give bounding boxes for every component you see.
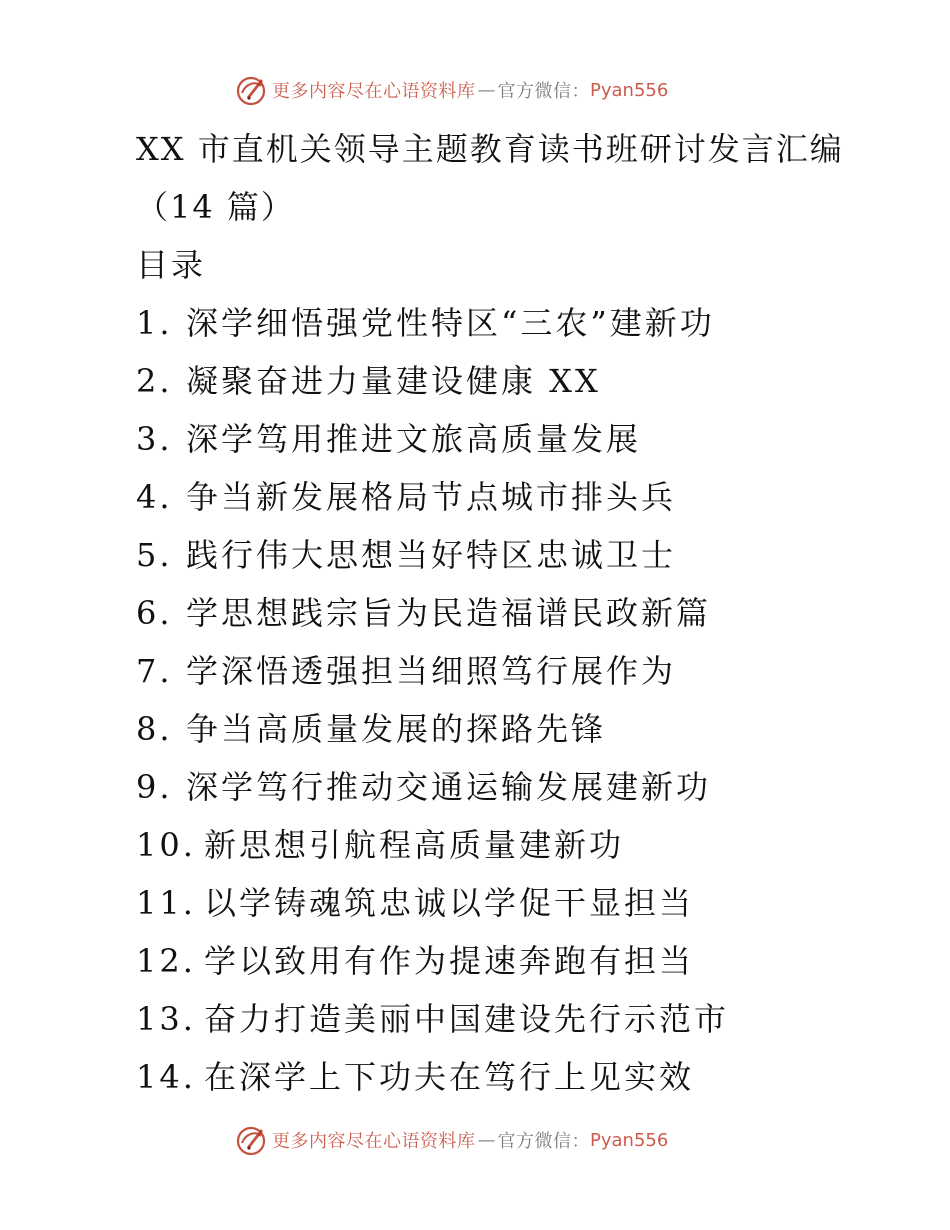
red-pen-swirl-icon xyxy=(234,1123,268,1157)
watermark-account: Pyan556 xyxy=(590,1129,669,1151)
toc-item xyxy=(136,758,856,816)
toc-item xyxy=(136,990,856,1048)
watermark-account: Pyan556 xyxy=(590,79,669,101)
header-watermark xyxy=(234,72,668,108)
toc-item xyxy=(136,816,856,874)
watermark-separator: — xyxy=(477,79,496,101)
toc-item-title: 深学笃用推进文旅高质量发展 xyxy=(186,420,642,458)
toc-item xyxy=(136,1048,856,1106)
toc-item-number: 3. xyxy=(136,420,173,458)
toc-item-number: 8. xyxy=(136,710,173,748)
toc-list xyxy=(136,294,856,1106)
toc-item-number: 13. xyxy=(136,1000,196,1038)
toc-item xyxy=(136,526,856,584)
toc-item-number: 6. xyxy=(136,594,173,632)
toc-item-title: 学深悟透强担当细照笃行展作为 xyxy=(186,652,677,690)
toc-heading: 目录 xyxy=(136,246,207,284)
toc-item-title: 新思想引航程高质量建新功 xyxy=(204,826,625,864)
toc-item xyxy=(136,410,856,468)
toc-item xyxy=(136,584,856,642)
toc-item-title: 以学铸魂筑忠诚以学促干显担当 xyxy=(204,884,695,922)
toc-item-title: 学思想践宗旨为民造福谱民政新篇 xyxy=(186,594,712,632)
toc-item-title: 践行伟大思想当好特区忠诚卫士 xyxy=(186,536,677,574)
toc-item-number: 4. xyxy=(136,478,173,516)
toc-item xyxy=(136,294,856,352)
watermark-separator: — xyxy=(477,1129,496,1151)
document-title: XX 市直机关领导主题教育读书班研讨发言汇编（14 篇） xyxy=(136,130,844,226)
toc-item-title: 凝聚奋进力量建设健康 XX xyxy=(186,362,601,400)
toc-item xyxy=(136,642,856,700)
watermark-official-label: 官方微信： xyxy=(497,1131,590,1152)
footer-watermark xyxy=(234,1122,668,1158)
toc-item xyxy=(136,874,856,932)
document-body xyxy=(136,120,856,1106)
toc-item-number: 12. xyxy=(136,942,196,980)
toc-item xyxy=(136,352,856,410)
toc-item-number: 2. xyxy=(136,362,173,400)
toc-item xyxy=(136,468,856,526)
toc-item-title: 深学细悟强党性特区“三农”建新功 xyxy=(186,304,715,342)
toc-item-title: 争当高质量发展的探路先锋 xyxy=(186,710,607,748)
toc-item-number: 1. xyxy=(136,304,173,342)
toc-item-title: 学以致用有作为提速奔跑有担当 xyxy=(204,942,695,980)
watermark-text: 更多内容尽在心语资料库 xyxy=(272,81,476,102)
toc-item xyxy=(136,700,856,758)
toc-item-title: 奋力打造美丽中国建设先行示范市 xyxy=(204,1000,730,1038)
toc-item-title: 深学笃行推动交通运输发展建新功 xyxy=(186,768,712,806)
toc-item-number: 7. xyxy=(136,652,173,690)
red-pen-swirl-icon xyxy=(234,73,268,107)
toc-item-number: 5. xyxy=(136,536,173,574)
toc-item-number: 9. xyxy=(136,768,173,806)
toc-item-number: 10. xyxy=(136,826,196,864)
watermark-text: 更多内容尽在心语资料库 xyxy=(272,1131,476,1152)
toc-item-number: 11. xyxy=(136,884,196,922)
watermark-official-label: 官方微信： xyxy=(497,81,590,102)
toc-item-title: 争当新发展格局节点城市排头兵 xyxy=(186,478,677,516)
toc-item-number: 14. xyxy=(136,1058,196,1096)
toc-item xyxy=(136,932,856,990)
toc-item-title: 在深学上下功夫在笃行上见实效 xyxy=(204,1058,695,1096)
